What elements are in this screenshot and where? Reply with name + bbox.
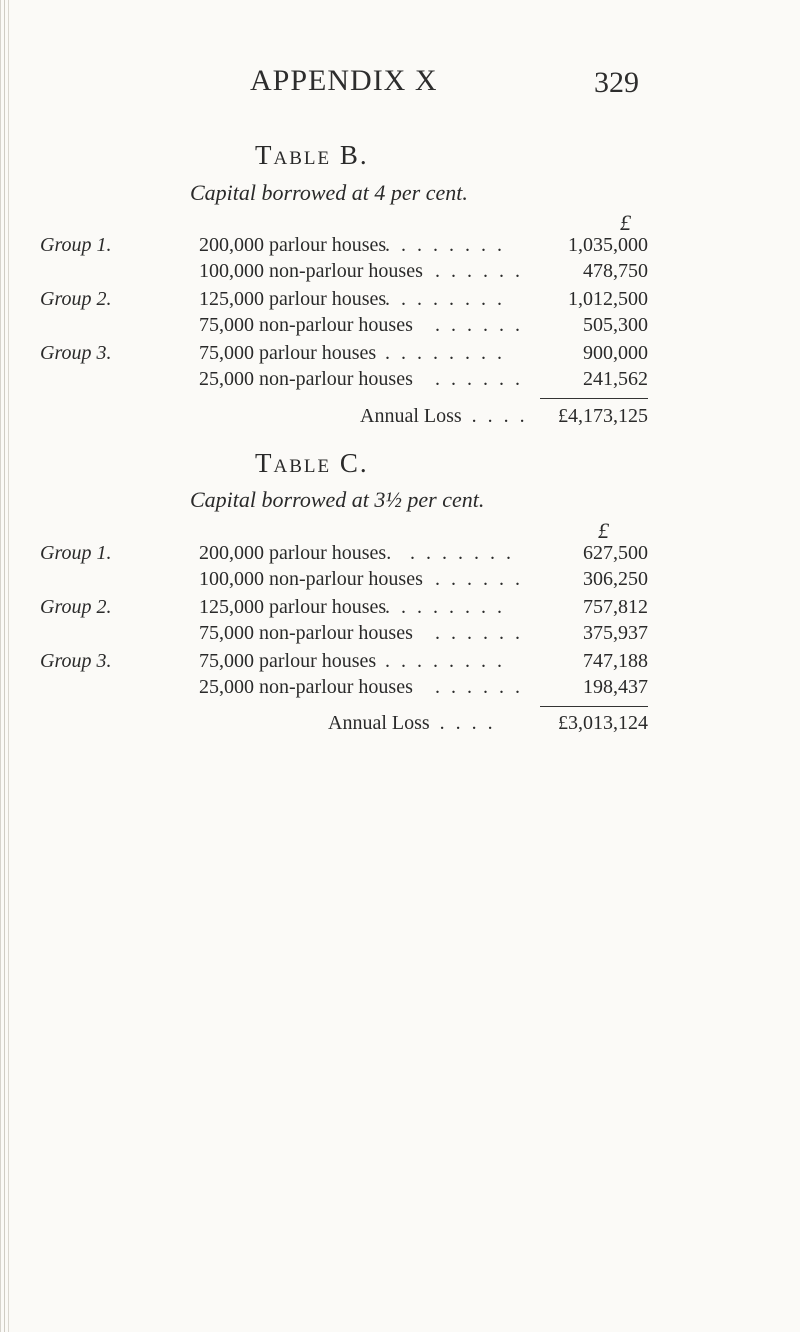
row-value: 198,437 [583, 676, 648, 698]
row-description: 125,000 parlour houses [199, 596, 387, 618]
row-description: 200,000 parlour houses [199, 234, 387, 256]
row-description: 75,000 non-parlour houses [199, 314, 413, 336]
table-row [0, 366, 800, 392]
leader-dots: . . . . . . . [410, 542, 514, 564]
sum-rule [540, 706, 648, 707]
row-description: 75,000 parlour houses [199, 650, 377, 672]
row-description: 100,000 non-parlour houses [199, 260, 423, 282]
row-description: 100,000 non-parlour houses [199, 568, 423, 590]
table-row [0, 340, 800, 366]
annual-loss-label: Annual Loss . . . . [328, 712, 496, 734]
currency-heading: £ [598, 518, 609, 543]
page-number: 329 [594, 66, 639, 99]
leader-dots: . . . . . . . . [385, 596, 505, 618]
row-description: 75,000 parlour houses [199, 342, 377, 364]
table-row [0, 232, 800, 258]
table-row [0, 540, 800, 566]
group-label: Group 3. [40, 650, 112, 672]
row-value: 1,035,000 [568, 234, 648, 256]
sum-rule [540, 398, 648, 399]
leader-dots: . . . . . . [435, 568, 523, 590]
row-value: 1,012,500 [568, 288, 648, 310]
table-row [0, 258, 800, 284]
group-label: Group 2. [40, 288, 112, 310]
leader-dots: . . . . . . [435, 368, 523, 390]
row-value: 747,188 [583, 650, 648, 672]
table-row [0, 620, 800, 646]
table-row [0, 566, 800, 592]
row-value: 478,750 [583, 260, 648, 282]
table-row [0, 286, 800, 312]
table-subtitle: Capital borrowed at 4 per cent. [190, 180, 468, 205]
table-row [0, 312, 800, 338]
row-value: 306,250 [583, 568, 648, 590]
leader-dots: . . . . . . . . [385, 288, 505, 310]
leader-dots: . . . . . . . . [385, 650, 505, 672]
leader-dots: . . . . . . [435, 622, 523, 644]
table-title: Table B. [255, 140, 369, 170]
row-description: 125,000 parlour houses [199, 288, 387, 310]
row-value: 900,000 [583, 342, 648, 364]
leader-dots: . . . . . . . . [385, 234, 505, 256]
table-title: Table C. [255, 448, 369, 478]
annual-loss-label: Annual Loss . . . . [360, 405, 528, 427]
row-description: 25,000 non-parlour houses [199, 676, 413, 698]
row-value: 505,300 [583, 314, 648, 336]
row-value: 627,500 [583, 542, 648, 564]
row-value: 241,562 [583, 368, 648, 390]
table-row [0, 594, 800, 620]
group-label: Group 1. [40, 542, 112, 564]
row-description: 25,000 non-parlour houses [199, 368, 413, 390]
annual-loss-value: £3,013,124 [558, 712, 648, 734]
row-value: 375,937 [583, 622, 648, 644]
table-row [0, 674, 800, 700]
group-label: Group 1. [40, 234, 112, 256]
annual-loss-value: £4,173,125 [558, 405, 648, 427]
group-label: Group 2. [40, 596, 112, 618]
leader-dots: . . . . . . . . [385, 342, 505, 364]
table-row [0, 648, 800, 674]
leader-dots: . . . . . . [435, 314, 523, 336]
row-description: 75,000 non-parlour houses [199, 622, 413, 644]
leader-dots: . . . . . . [435, 676, 523, 698]
running-head: APPENDIX X [250, 64, 438, 97]
row-description: 200,000 parlour houses. [199, 542, 392, 564]
row-value: 757,812 [583, 596, 648, 618]
leader-dots: . . . . . . [435, 260, 523, 282]
currency-heading: £ [620, 210, 631, 235]
table-subtitle: Capital borrowed at 3½ per cent. [190, 487, 485, 512]
group-label: Group 3. [40, 342, 112, 364]
